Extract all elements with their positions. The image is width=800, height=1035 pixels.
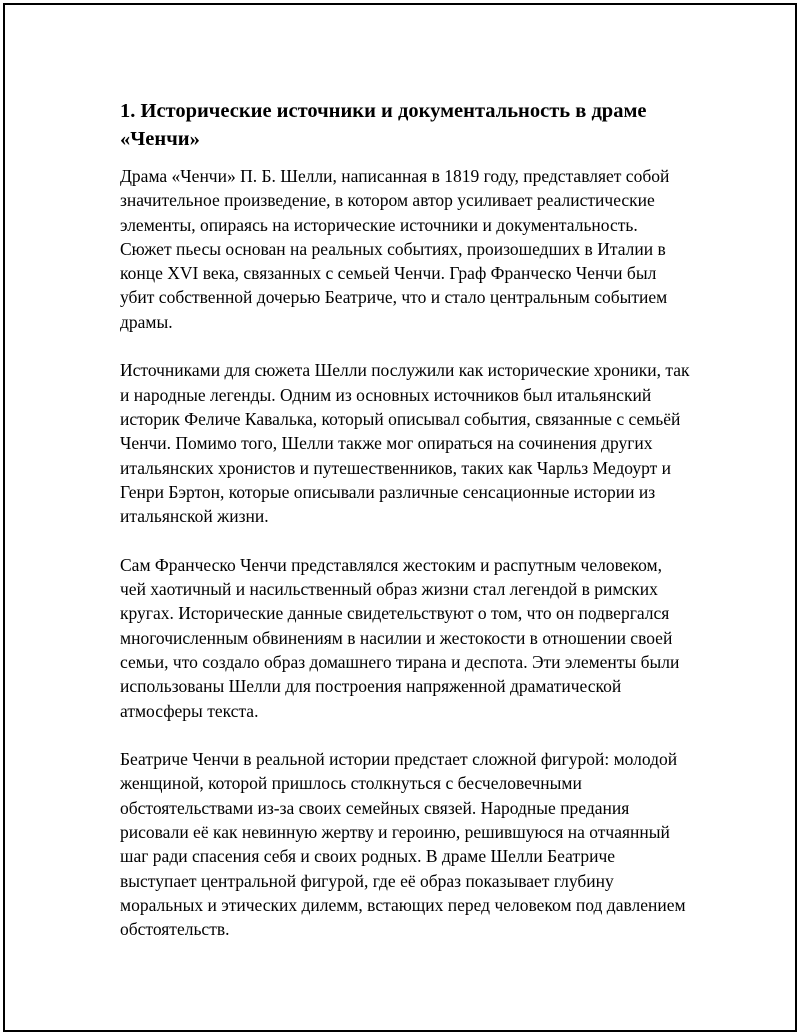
- document-body: [120, 97, 690, 966]
- page-frame: [3, 3, 797, 1032]
- paragraph-4: Беатриче Ченчи в реальной истории предстает сложной фигурой: молодой женщиной, которой пришлось столкнуться с бесчеловечными обстоятельствами из-за своих семейных связей. Народные предания рисовали её как невинную жертву и героиню, решившуюся на отчаянный шаг ради спасения себя и своих родных. В драме Шелли Беатриче выступает центральной фигурой, где её образ показывает глубину моральных и этических дилемм, встающих перед человеком под давлением обстоятельств.: [120, 749, 686, 940]
- section-heading: 1. Исторические источники и документальность в драме «Ченчи»: [120, 100, 647, 150]
- paragraph-2: Источниками для сюжета Шелли послужили как исторические хроники, так и народные легенды. Одним из основных источников был итальянский историк Феличе Кавалька, который описывал события, связанные с семьёй Ченчи. Помимо того, Шелли также мог опираться на сочинения других итальянских хронистов и путешественников, таких как Чарльз Медоурт и Генри Бэртон, которые описывали различные сенсационные истории из итальянской жизни.: [120, 360, 690, 527]
- paragraph-1: Драма «Ченчи» П. Б. Шелли, написанная в 1819 году, представляет собой значительное произведение, в котором автор усиливает реалистические элементы, опираясь на исторические источники и документальность. Сюжет пьесы основан на реальных событиях, произошедших в Италии в конце XVI века, связанных с семьей Ченчи. Граф Франческо Ченчи был убит собственной дочерью Беатриче, что и стало центральным событием драмы.: [120, 166, 670, 332]
- paragraph-3: Сам Франческо Ченчи представлялся жестоким и распутным человеком, чей хаотичный и насильственный образ жизни стал легендой в римских кругах. Исторические данные свидетельствуют о том, что он подвергался многочисленным обвинениям в насилии и жестокости в отношении своей семьи, что создало образ домашнего тирана и деспота. Эти элементы были использованы Шелли для построения напряженной драматической атмосферы текста.: [120, 554, 680, 721]
